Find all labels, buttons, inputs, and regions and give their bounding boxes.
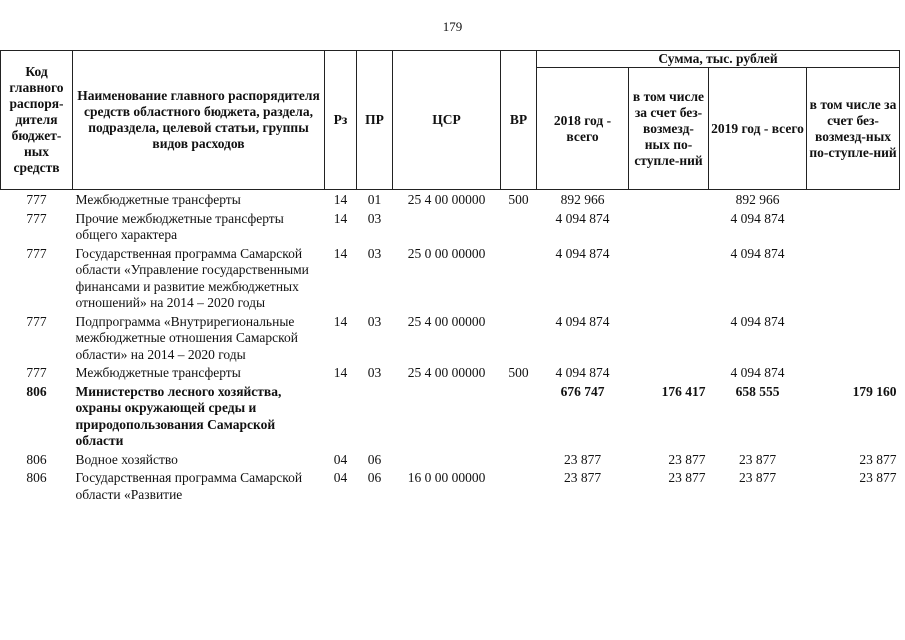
header-name: Наименование главного распорядителя средств областного бюджета, раздела, подраздела, целевой статьи, группы видов расходов [73,51,325,190]
row-rz: 04 [333,451,348,467]
row-pr: 01 [367,192,382,207]
table-row [1,450,900,469]
row-pr: 06 [367,451,382,467]
header-2019-total: 2019 год - всего [709,68,807,190]
row-pr: 03 [367,313,382,329]
row-code: 777 [26,245,47,261]
table-body [1,190,900,504]
page-number: 179 [442,19,463,34]
row-2019-free [807,244,900,312]
row-name: Водное хозяйство [75,451,178,467]
header-rz: Рз [325,51,357,190]
row-2019-free [807,209,900,244]
row-name: Министерство лесного хозяйства, охраны окружающей среды и природопользования Самарской области [75,383,282,448]
row-code: 806 [26,383,47,399]
row-2019-free: 23 877 [859,470,897,485]
row-vr [501,244,537,312]
header-csr: ЦСР [393,51,501,190]
row-2018-total: 23 877 [563,470,602,485]
row-code: 806 [26,451,47,467]
table-row [1,244,900,312]
table-row [1,190,900,209]
row-code: 777 [26,192,47,207]
row-2018-free [629,209,709,244]
row-pr: 06 [367,470,382,485]
row-vr [501,468,537,503]
budget-table [0,50,900,503]
row-rz: 14 [333,365,348,380]
row-2019-total: 23 877 [738,451,777,467]
row-csr [393,450,501,469]
row-2019-total: 4 094 874 [730,210,785,226]
header-2018-free: в том числе за счет без-возмезд-ных по-ступле-ний [629,68,709,190]
header-sum-group: Сумма, тыс. рублей [537,51,900,68]
row-pr: 03 [367,210,382,226]
row-pr: 03 [367,245,382,261]
row-2018-total: 4 094 874 [555,313,610,329]
row-2018-total: 23 877 [563,451,602,467]
row-rz: 14 [333,313,348,329]
header-2018-total: 2018 год - всего [537,68,629,190]
row-2018-free [629,363,709,382]
row-rz: 04 [333,470,348,485]
row-name: Межбюджетные трансферты [75,365,241,380]
row-vr: 500 [508,192,529,207]
row-code: 777 [26,210,47,226]
row-2019-total: 4 094 874 [730,245,785,261]
row-2018-free: 176 417 [661,383,706,399]
header-2019-free: в том числе за счет без-возмезд-ных по-ступле-ний [807,68,900,190]
row-csr: 25 4 00 00000 [407,313,486,329]
row-rz: 14 [333,245,348,261]
row-code: 806 [26,470,47,485]
row-2019-free [807,190,900,209]
row-csr: 25 0 00 00000 [407,245,486,261]
row-rz: 14 [333,210,348,226]
row-rz: 14 [333,192,348,207]
row-2019-total: 23 877 [738,470,777,485]
header-vr: ВР [501,51,537,190]
table-row [1,382,900,450]
row-2018-total: 4 094 874 [555,210,610,226]
table-row [1,363,900,382]
row-csr: 25 4 00 00000 [407,365,486,380]
row-2019-total: 658 555 [735,383,780,399]
row-vr [501,382,537,450]
row-2018-free [629,190,709,209]
table-row [1,209,900,244]
row-pr: 03 [367,365,382,380]
row-2019-total: 892 966 [735,192,780,207]
row-code: 777 [26,313,47,329]
row-2018-free: 23 877 [668,470,706,485]
row-name: Межбюджетные трансферты [75,192,241,207]
row-vr [501,312,537,364]
row-csr: 16 0 00 00000 [407,470,486,485]
table-header [1,51,900,190]
row-2019-free: 179 160 [852,383,897,399]
row-2018-total: 676 747 [560,383,605,399]
row-2018-total: 4 094 874 [555,245,610,261]
row-vr [501,209,537,244]
row-rz [325,382,357,450]
row-pr [357,382,393,450]
row-2018-total: 892 966 [560,192,605,207]
row-2019-total: 4 094 874 [730,365,785,380]
row-vr [501,450,537,469]
row-name: Прочие межбюджетные трансферты общего характера [75,210,284,242]
row-name: Государственная программа Самарской области «Управление государственными финансами и развитие межбюджетных отношений» на 2014 – 2020 годы [75,245,309,310]
row-2019-free [807,363,900,382]
row-csr [393,209,501,244]
row-name: Государственная программа Самарской области «Развитие [75,470,303,502]
row-name: Подпрограмма «Внутрирегиональные межбюджетные отношения Самарской области» на 2014 – 2020 годы [75,313,298,362]
row-2018-free [629,244,709,312]
row-2019-total: 4 094 874 [730,313,785,329]
row-2019-free: 23 877 [859,451,897,467]
table-row [1,312,900,364]
row-csr: 25 4 00 00000 [407,192,486,207]
header-code: Код главного распоря-дителя бюджет-ных средств [1,51,73,190]
row-2018-free [629,312,709,364]
row-2018-total: 4 094 874 [555,365,610,380]
table-row [1,468,900,503]
row-csr [393,382,501,450]
row-code: 777 [26,365,47,380]
row-2019-free [807,312,900,364]
header-pr: ПР [357,51,393,190]
row-vr: 500 [508,365,529,380]
row-2018-free: 23 877 [668,451,706,467]
